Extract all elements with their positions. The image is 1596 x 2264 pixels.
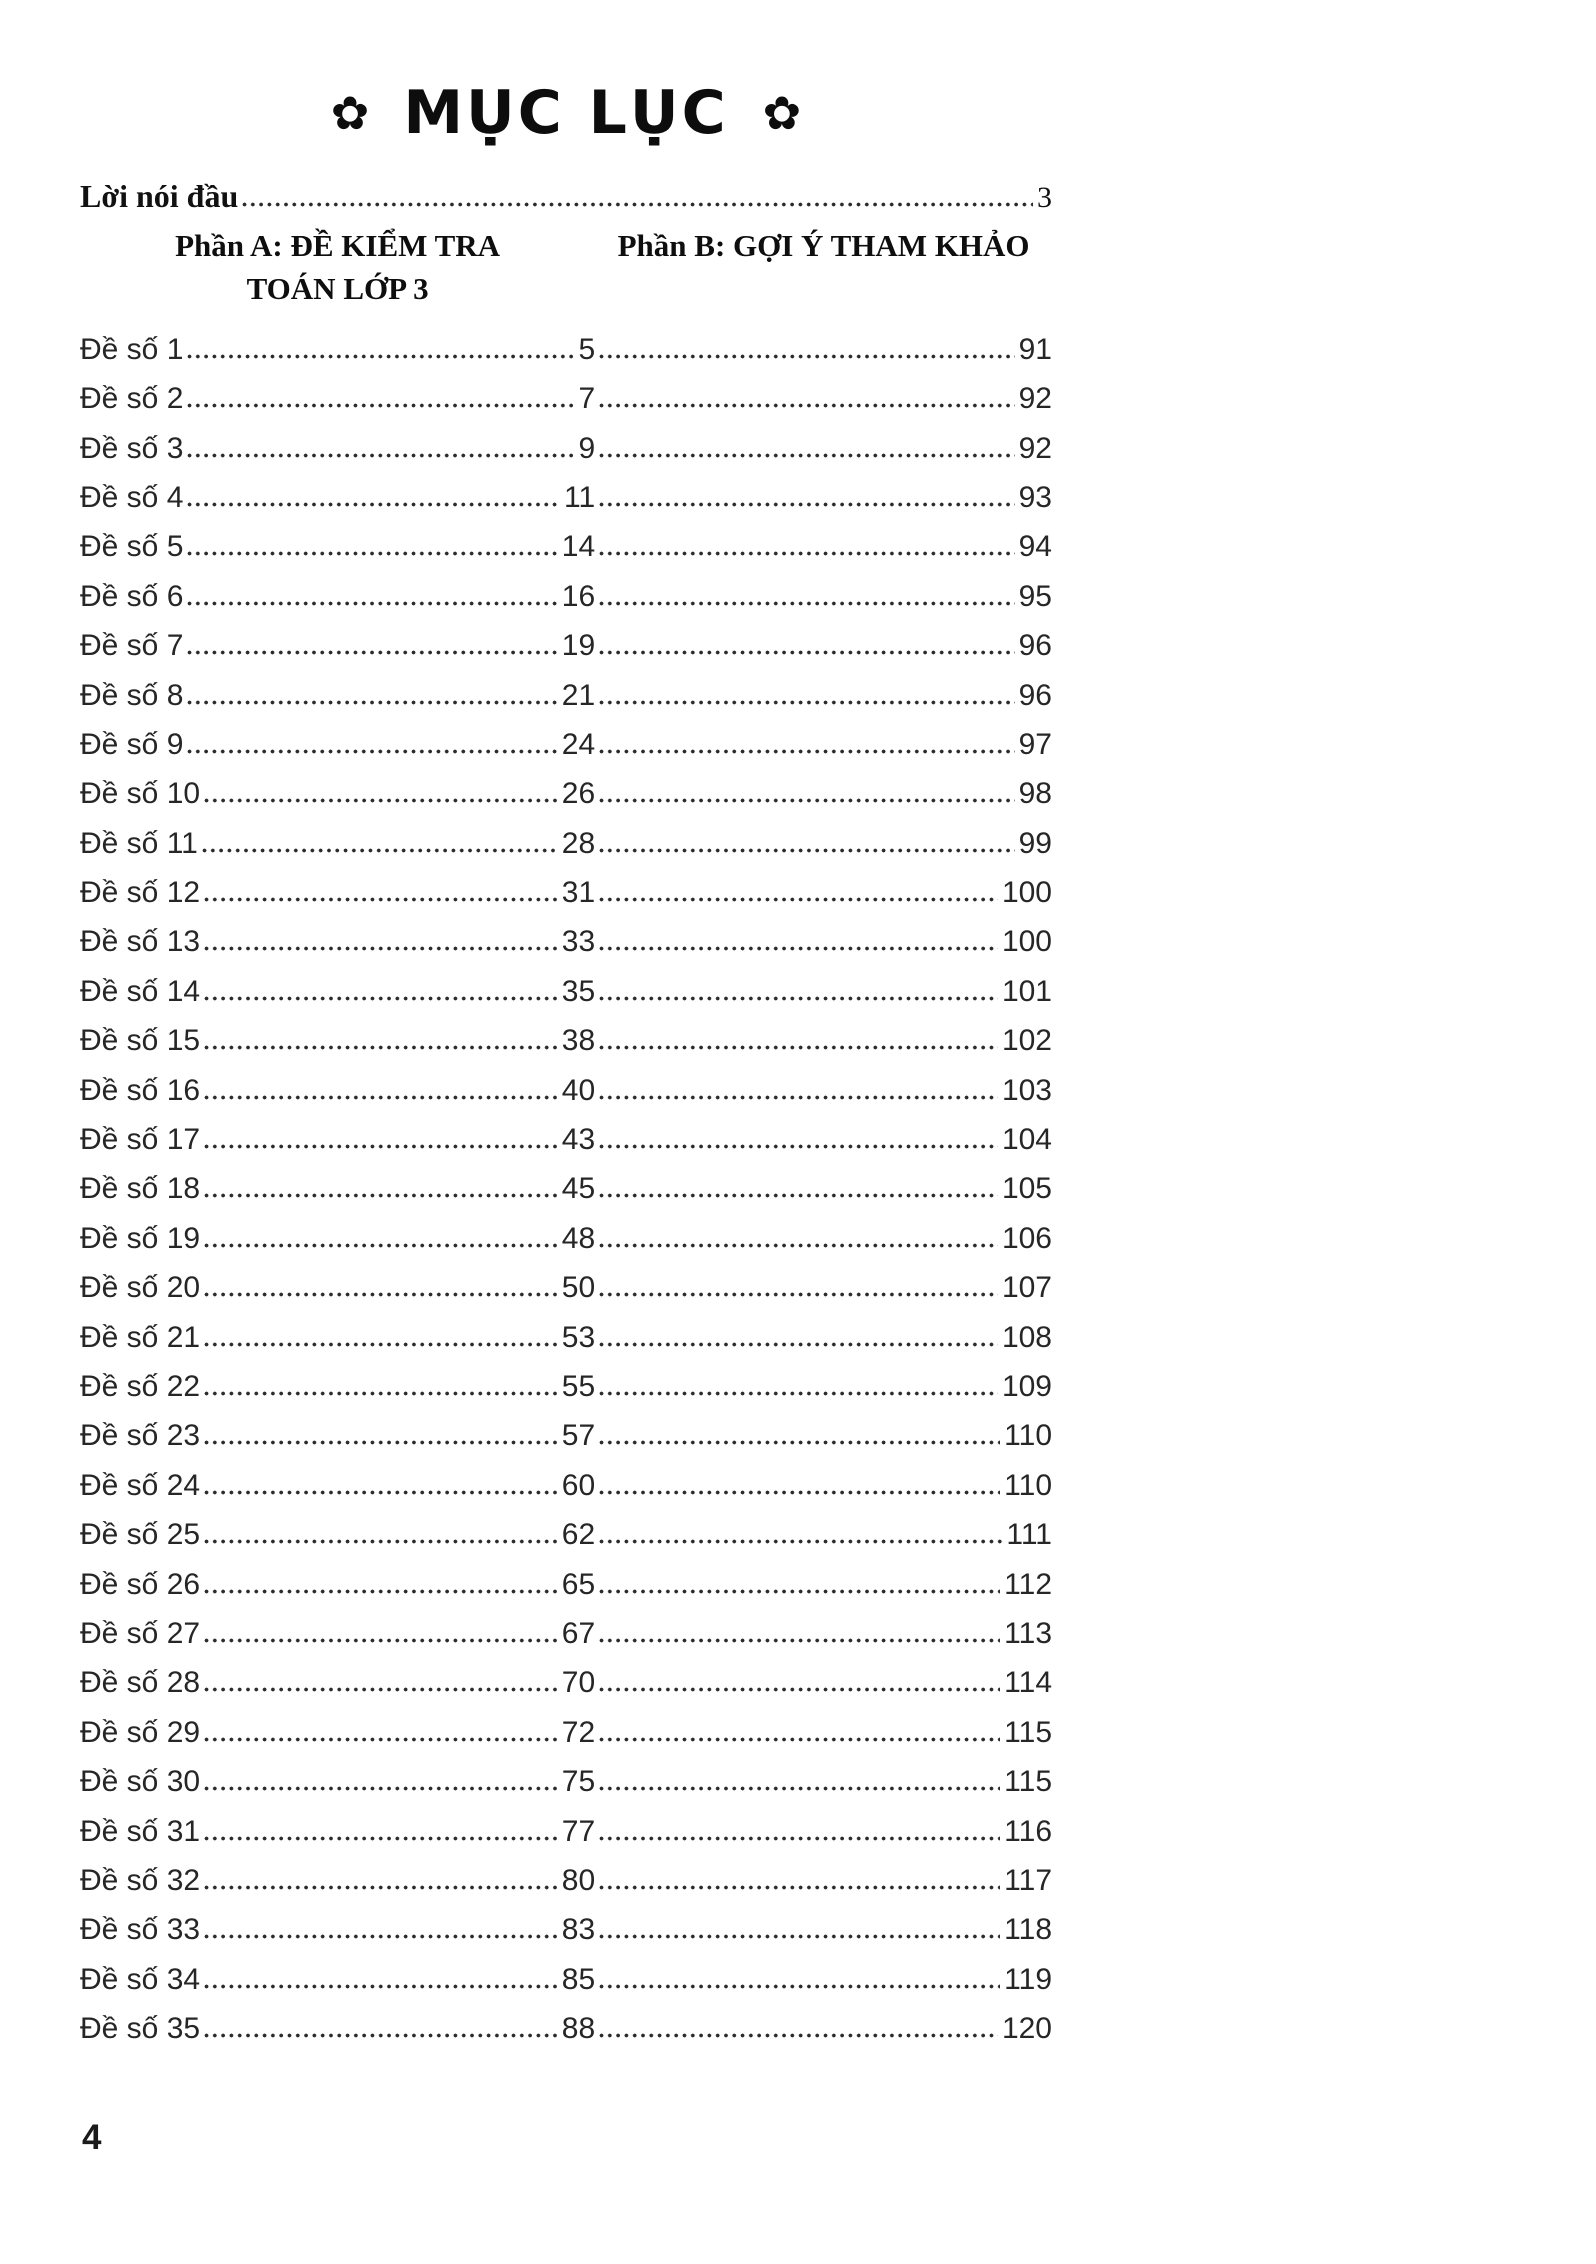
dot-leader	[599, 502, 1014, 507]
dot-leader	[599, 946, 998, 951]
entry-page-b: 115	[1004, 1715, 1052, 1749]
table-row	[80, 1905, 1052, 1954]
entry-page-b: 115	[1004, 1765, 1052, 1799]
entry-page-a: 14	[561, 530, 596, 564]
entry-page-b: 108	[1001, 1320, 1052, 1354]
dot-leader	[599, 1045, 998, 1050]
entry-label: Đề số 5	[80, 530, 184, 564]
dot-leader	[204, 946, 558, 951]
table-row	[80, 1263, 1052, 1312]
entry-page-a: 5	[578, 332, 596, 366]
row-col-b	[595, 1518, 1052, 1552]
entry-page-a: 50	[561, 1271, 596, 1305]
dot-leader	[187, 551, 557, 556]
row-col-b	[595, 1172, 1052, 1206]
row-col-a	[80, 1123, 595, 1157]
entry-page-a: 70	[561, 1666, 596, 1700]
row-col-a	[80, 530, 595, 564]
entry-page-b: 102	[1001, 1024, 1052, 1058]
entry-page-b: 100	[1001, 876, 1052, 910]
row-col-a	[80, 1518, 595, 1552]
table-row	[80, 522, 1052, 571]
entry-label: Đề số 28	[80, 1666, 201, 1700]
entry-label: Đề số 34	[80, 1962, 201, 1996]
entry-label: Đề số 4	[80, 480, 184, 514]
row-col-b	[595, 1617, 1052, 1651]
dot-leader	[599, 1193, 998, 1198]
table-row	[80, 1708, 1052, 1757]
table-row	[80, 1214, 1052, 1263]
entry-page-a: 38	[561, 1024, 596, 1058]
entry-label: Đề số 18	[80, 1172, 201, 1206]
row-col-b	[595, 1469, 1052, 1503]
row-col-b	[595, 481, 1052, 515]
row-col-b	[595, 679, 1052, 713]
dot-leader	[204, 1095, 558, 1100]
entry-page-a: 55	[561, 1369, 596, 1403]
entry-page-a: 45	[561, 1172, 596, 1206]
dot-leader	[599, 1095, 998, 1100]
entry-page-b: 106	[1001, 1221, 1052, 1255]
row-col-b	[595, 1765, 1052, 1799]
entry-page-b: 96	[1018, 678, 1052, 712]
dot-leader	[599, 1737, 1000, 1742]
entry-label: Đề số 25	[80, 1518, 201, 1552]
dot-leader	[599, 1589, 1000, 1594]
entry-page-b: 111	[1006, 1518, 1052, 1552]
entry-page-a: 65	[561, 1567, 596, 1601]
row-col-a	[80, 1271, 595, 1305]
dot-leader	[599, 1243, 998, 1248]
row-col-b	[595, 1123, 1052, 1157]
row-col-b	[595, 580, 1052, 614]
row-col-a	[80, 827, 595, 861]
entry-page-a: 16	[561, 579, 596, 613]
entry-page-a: 24	[561, 727, 596, 761]
dot-leader	[599, 453, 1014, 458]
row-col-a	[80, 1716, 595, 1750]
entry-label: Đề số 12	[80, 876, 201, 910]
table-row	[80, 1510, 1052, 1559]
dot-leader	[599, 1638, 1000, 1643]
dot-leader	[599, 551, 1014, 556]
entry-label: Đề số 33	[80, 1913, 201, 1947]
entry-page-a: 7	[578, 382, 596, 416]
row-col-a	[80, 1419, 595, 1453]
table-row	[80, 424, 1052, 473]
row-col-a	[80, 333, 595, 367]
dot-leader	[204, 1786, 558, 1791]
table-row	[80, 1164, 1052, 1213]
dot-leader	[204, 1045, 558, 1050]
entry-label: Đề số 3	[80, 431, 184, 465]
dot-leader	[204, 1737, 558, 1742]
entry-label: Đề số 26	[80, 1567, 201, 1601]
row-col-a	[80, 1172, 595, 1206]
entry-page-a: 53	[561, 1320, 596, 1354]
table-row	[80, 1856, 1052, 1905]
dot-leader	[599, 403, 1014, 408]
dot-leader	[599, 2033, 998, 2038]
entry-page-a: 83	[561, 1913, 596, 1947]
row-col-a	[80, 1370, 595, 1404]
entry-page-b: 91	[1018, 332, 1052, 366]
row-col-a	[80, 629, 595, 663]
entry-page-a: 31	[561, 876, 596, 910]
row-col-a	[80, 1617, 595, 1651]
dot-leader	[599, 1292, 998, 1297]
entry-page-b: 100	[1001, 925, 1052, 959]
row-col-a	[80, 432, 595, 466]
dot-leader	[599, 1144, 998, 1149]
table-row	[80, 2004, 1052, 2053]
entry-page-a: 57	[561, 1419, 596, 1453]
entry-page-a: 67	[561, 1616, 596, 1650]
entry-label: Đề số 21	[80, 1320, 201, 1354]
section-headers	[80, 224, 1052, 311]
entry-page-a: 19	[561, 629, 596, 663]
dot-leader	[187, 650, 557, 655]
entry-page-b: 113	[1004, 1616, 1052, 1650]
dot-leader	[599, 1687, 1000, 1692]
dot-leader	[599, 650, 1014, 655]
row-col-b	[595, 1370, 1052, 1404]
dot-leader	[204, 1885, 558, 1890]
entry-page-b: 93	[1018, 480, 1052, 514]
row-col-a	[80, 1815, 595, 1849]
dot-leader	[599, 1391, 998, 1396]
entry-page-b: 110	[1004, 1468, 1052, 1502]
entry-page-a: 60	[561, 1468, 596, 1502]
dot-leader	[204, 1292, 558, 1297]
dot-leader	[204, 1193, 558, 1198]
row-col-a	[80, 1568, 595, 1602]
dot-leader	[187, 403, 574, 408]
entry-label: Đề số 17	[80, 1123, 201, 1157]
toc-list	[80, 325, 1052, 2054]
section-b-line1: Phần B: GỢI Ý THAM KHẢO	[617, 228, 1030, 263]
row-col-b	[595, 1271, 1052, 1305]
row-col-b	[595, 1913, 1052, 1947]
row-col-a	[80, 925, 595, 959]
row-col-b	[595, 1074, 1052, 1108]
entry-page-b: 107	[1001, 1271, 1052, 1305]
table-row	[80, 1115, 1052, 1164]
dot-leader	[599, 1342, 998, 1347]
dot-leader	[187, 354, 574, 359]
preface-page-number: 3	[1037, 181, 1052, 214]
row-col-b	[595, 1815, 1052, 1849]
dot-leader	[204, 1984, 558, 1989]
dot-leader	[204, 1440, 558, 1445]
row-col-b	[595, 629, 1052, 663]
dot-leader	[204, 1687, 558, 1692]
dot-leader	[204, 1144, 558, 1149]
row-col-a	[80, 1864, 595, 1898]
entry-page-a: 72	[561, 1715, 596, 1749]
entry-label: Đề số 24	[80, 1468, 201, 1502]
row-col-b	[595, 728, 1052, 762]
section-a-header	[80, 224, 595, 311]
entry-page-b: 98	[1018, 777, 1052, 811]
row-col-b	[595, 827, 1052, 861]
entry-page-b: 99	[1018, 826, 1052, 860]
dot-leader	[187, 700, 557, 705]
table-row	[80, 917, 1052, 966]
dot-leader	[204, 1490, 558, 1495]
entry-page-b: 109	[1001, 1369, 1052, 1403]
row-col-b	[595, 1666, 1052, 1700]
dot-leader	[204, 798, 558, 803]
dot-leader	[599, 1786, 1000, 1791]
row-col-a	[80, 1765, 595, 1799]
entry-label: Đề số 23	[80, 1419, 201, 1453]
table-row	[80, 374, 1052, 423]
table-row	[80, 1807, 1052, 1856]
page-title-row	[80, 70, 1052, 156]
entry-page-a: 11	[564, 480, 596, 514]
entry-page-b: 104	[1001, 1123, 1052, 1157]
row-col-a	[80, 2012, 595, 2046]
entry-page-b: 114	[1004, 1666, 1052, 1700]
section-a-line2: TOÁN LỚP 3	[246, 271, 429, 307]
entry-page-a: 9	[578, 431, 596, 465]
row-col-b	[595, 1419, 1052, 1453]
table-row	[80, 1560, 1052, 1609]
preface-row	[80, 172, 1052, 218]
dot-leader	[599, 700, 1014, 705]
dot-leader	[204, 1934, 558, 1939]
entry-label: Đề số 15	[80, 1024, 201, 1058]
row-col-b	[595, 333, 1052, 367]
entry-page-b: 96	[1018, 629, 1052, 663]
entry-label: Đề số 10	[80, 777, 201, 811]
entry-page-b: 92	[1018, 431, 1052, 465]
dot-leader	[599, 1440, 1000, 1445]
dot-leader	[599, 1490, 1000, 1495]
table-row	[80, 1066, 1052, 1115]
dot-leader	[204, 996, 558, 1001]
row-col-b	[595, 1568, 1052, 1602]
entry-page-a: 35	[561, 974, 596, 1008]
entry-page-a: 33	[561, 925, 596, 959]
row-col-a	[80, 1666, 595, 1700]
row-col-b	[595, 876, 1052, 910]
entry-page-b: 101	[1001, 974, 1052, 1008]
entry-page-b: 95	[1018, 579, 1052, 613]
row-col-b	[595, 1321, 1052, 1355]
dot-leader	[187, 453, 574, 458]
row-col-b	[595, 1024, 1052, 1058]
table-row	[80, 572, 1052, 621]
dot-leader	[599, 1984, 1000, 1989]
entry-label: Đề số 11	[80, 826, 198, 860]
dot-leader	[599, 354, 1014, 359]
entry-page-a: 21	[561, 678, 596, 712]
table-row	[80, 1016, 1052, 1065]
row-col-b	[595, 382, 1052, 416]
dot-leader	[204, 1638, 558, 1643]
dot-leader	[204, 1243, 558, 1248]
row-col-b	[595, 975, 1052, 1009]
dot-leader	[204, 1589, 558, 1594]
dot-leader	[187, 601, 557, 606]
flower-icon: ✿	[330, 87, 370, 139]
toc-page	[80, 70, 1052, 2053]
entry-label: Đề số 31	[80, 1814, 201, 1848]
row-col-b	[595, 432, 1052, 466]
table-row	[80, 1658, 1052, 1707]
table-row	[80, 671, 1052, 720]
entry-page-a: 80	[561, 1863, 596, 1897]
dot-leader	[599, 1934, 1000, 1939]
section-a-line1: Phần A: ĐỀ KIỂM TRA	[175, 228, 501, 263]
entry-label: Đề số 14	[80, 974, 201, 1008]
row-col-a	[80, 1913, 595, 1947]
entry-page-b: 105	[1001, 1172, 1052, 1206]
entry-page-a: 75	[561, 1765, 596, 1799]
preface-label: Lời nói đầu	[80, 178, 239, 214]
dot-leader	[204, 1539, 558, 1544]
row-col-a	[80, 1469, 595, 1503]
entry-page-a: 43	[561, 1123, 596, 1157]
entry-label: Đề số 32	[80, 1863, 201, 1897]
entry-page-b: 110	[1004, 1419, 1052, 1453]
dot-leader	[599, 749, 1014, 754]
table-row	[80, 720, 1052, 769]
entry-page-a: 26	[561, 777, 596, 811]
entry-page-b: 103	[1001, 1073, 1052, 1107]
row-col-b	[595, 1864, 1052, 1898]
dot-leader	[599, 1539, 1002, 1544]
flower-icon: ✿	[762, 87, 802, 139]
entry-page-a: 85	[561, 1962, 596, 1996]
row-col-b	[595, 777, 1052, 811]
entry-page-a: 40	[561, 1073, 596, 1107]
row-col-a	[80, 1321, 595, 1355]
row-col-a	[80, 975, 595, 1009]
row-col-a	[80, 481, 595, 515]
dot-leader	[599, 996, 998, 1001]
row-col-a	[80, 1222, 595, 1256]
dot-leader	[599, 798, 1014, 803]
table-row	[80, 819, 1052, 868]
entry-label: Đề số 27	[80, 1616, 201, 1650]
entry-label: Đề số 6	[80, 579, 184, 613]
entry-page-b: 97	[1018, 727, 1052, 761]
table-row	[80, 868, 1052, 917]
entry-label: Đề số 2	[80, 382, 184, 416]
entry-page-b: 112	[1004, 1567, 1052, 1601]
table-row	[80, 1362, 1052, 1411]
table-row	[80, 1609, 1052, 1658]
table-row	[80, 1411, 1052, 1460]
entry-page-b: 118	[1004, 1913, 1052, 1947]
table-row	[80, 967, 1052, 1016]
row-col-a	[80, 679, 595, 713]
table-row	[80, 1313, 1052, 1362]
row-col-a	[80, 1074, 595, 1108]
entry-page-a: 88	[561, 2012, 596, 2046]
entry-label: Đề số 13	[80, 925, 201, 959]
row-col-b	[595, 1222, 1052, 1256]
dot-leader	[202, 848, 558, 853]
entry-label: Đề số 30	[80, 1765, 201, 1799]
dot-leader	[204, 897, 558, 902]
table-row	[80, 1955, 1052, 2004]
dot-leader	[187, 749, 557, 754]
entry-page-b: 119	[1004, 1962, 1052, 1996]
entry-page-b: 92	[1018, 382, 1052, 416]
row-col-a	[80, 728, 595, 762]
entry-page-a: 28	[561, 826, 596, 860]
entry-label: Đề số 16	[80, 1073, 201, 1107]
entry-label: Đề số 19	[80, 1221, 201, 1255]
row-col-a	[80, 580, 595, 614]
dot-leader	[204, 1342, 558, 1347]
row-col-a	[80, 1024, 595, 1058]
row-col-b	[595, 1716, 1052, 1750]
table-row	[80, 325, 1052, 374]
entry-page-b: 116	[1004, 1814, 1052, 1848]
entry-label: Đề số 1	[80, 332, 184, 366]
row-col-a	[80, 382, 595, 416]
entry-label: Đề số 35	[80, 2012, 201, 2046]
dot-leader	[599, 1885, 1000, 1890]
dot-leader	[204, 2033, 558, 2038]
table-row	[80, 1757, 1052, 1806]
row-col-a	[80, 876, 595, 910]
page-title: MỤC LỤC	[403, 78, 729, 148]
entry-page-b: 120	[1001, 2012, 1052, 2046]
row-col-b	[595, 530, 1052, 564]
dot-leader	[204, 1836, 558, 1841]
row-col-b	[595, 925, 1052, 959]
dot-leader	[599, 848, 1014, 853]
entry-label: Đề số 20	[80, 1271, 201, 1305]
entry-page-a: 77	[561, 1814, 596, 1848]
entry-page-a: 48	[561, 1221, 596, 1255]
entry-label: Đề số 8	[80, 678, 184, 712]
section-b-header	[595, 224, 1052, 311]
table-row	[80, 621, 1052, 670]
dot-leader	[599, 601, 1014, 606]
page-number: 4	[82, 2118, 102, 2157]
row-col-b	[595, 2012, 1052, 2046]
dot-leader	[204, 1391, 558, 1396]
table-row	[80, 1461, 1052, 1510]
entry-label: Đề số 22	[80, 1369, 201, 1403]
table-row	[80, 769, 1052, 818]
row-col-a	[80, 777, 595, 811]
row-col-a	[80, 1963, 595, 1997]
dot-leader	[187, 502, 560, 507]
dot-leader	[242, 202, 1033, 207]
dot-leader	[599, 1836, 1000, 1841]
dot-leader	[599, 897, 998, 902]
table-row	[80, 473, 1052, 522]
entry-page-b: 94	[1018, 530, 1052, 564]
entry-page-a: 62	[561, 1518, 596, 1552]
entry-label: Đề số 7	[80, 629, 184, 663]
entry-page-b: 117	[1004, 1863, 1052, 1897]
entry-label: Đề số 29	[80, 1715, 201, 1749]
entry-label: Đề số 9	[80, 727, 184, 761]
row-col-b	[595, 1963, 1052, 1997]
